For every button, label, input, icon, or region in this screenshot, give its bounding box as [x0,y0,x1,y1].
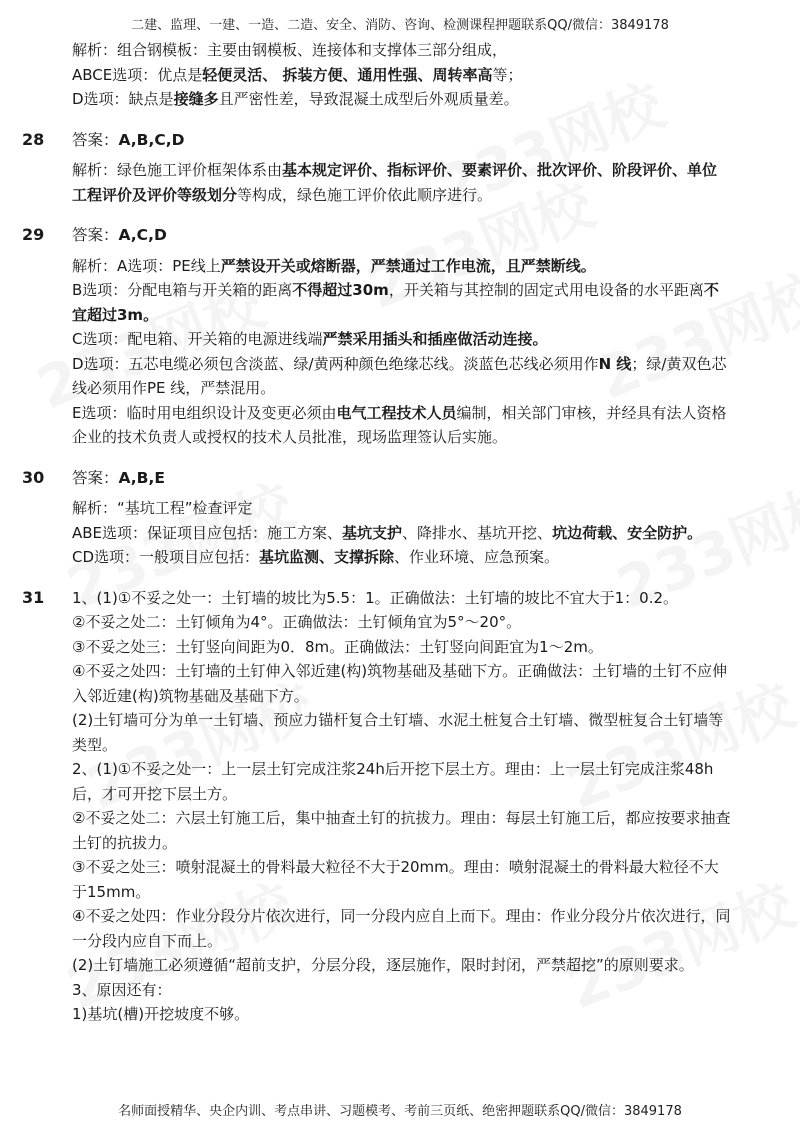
analysis-line: 解析：“基坑工程”检查评定 [72,499,253,517]
option-d-analysis: D选项：五芯电缆必须包含淡蓝、绿/黄两种颜色绝缘芯线。淡蓝色芯线必须用作N 线；绿/黄双色芯线必须用作PE 线，严禁混用。 [72,354,727,397]
option-e-analysis: E选项：临时用电组织设计及变更必须由电气工程技术人员编制，相关部门审核，并经具有法人资格企业的技术负责人或授权的技术人员批准，现场监理签认后实施。 [72,403,727,446]
analysis-line: 解析：绿色施工评价框架体系由基本规定评价、指标评价、要素评价、批次评价、阶段评价、单位工程评价及评价等级划分等构成，绿色施工评价依此顺序进行。 [72,161,718,204]
page-footer: 名师面授精华、央企内训、考点串讲、习题模考、考前三页纸、绝密押题联系QQ/微信：3849178 [118,1104,682,1119]
question-number: 29 [22,225,45,244]
answer-line: 答案：A,B,E [72,468,165,487]
answer-line: ②不妥之处二：六层土钉施工后，集中抽查土钉的抗拔力。理由：每层土钉施工后，都应按要求抽查土钉的抗拔力。 [72,809,731,852]
answer-line: ④不妥之处四：土钉墙的土钉伸入邻近建(构)筑物基础及基础下方。正确做法：土钉墙的土钉不应伸入邻近建(构)筑物基础及基础下方。 [72,662,728,705]
question-number: 30 [22,467,45,487]
question-30 [22,466,732,570]
question-31 [22,586,732,1027]
answer-line: 答案：A,C,D [72,226,167,244]
answer-line: 3、原因还有： [72,980,172,999]
option-a-analysis: 解析：A选项：PE线上严禁设开关或熔断器，严禁通过工作电流，且严禁断线。 [72,256,596,275]
option-c-analysis: C选项：配电箱、开关箱的电源进线端严禁采用插头和插座做活动连接。 [72,330,548,348]
analysis-line: ABCE选项：优点是轻便灵活、 拆装方便、通用性强、周转率高等； [72,65,523,84]
analysis-line: ABE选项：保证项目应包括：施工方案、基坑支护、降排水、基坑开挖、坑边荷载、安全防护。 [72,523,703,542]
analysis-line: CD选项：一般项目应包括：基坑监测、支撑拆除、作业环境、应急预案。 [72,548,560,566]
question-number: 31 [22,587,45,607]
answer-line: 1、(1)①不妥之处一：土钉墙的坡比为5.5：1。正确做法：土钉墙的坡比不宜大于1：0.2。 [72,588,679,607]
answer-line: ④不妥之处四：作业分段分片依次进行，同一分段内应自上而下。理由：作业分段分片依次进行，同一分段内应自下而上。 [72,907,731,950]
page-header: 二建、监理、一建、一造、二造、安全、消防、咨询、检测课程押题联系QQ/微信：3849178 [131,18,669,33]
answer-line: 1)基坑(槽)开挖坡度不够。 [72,1005,250,1023]
question-number: 28 [22,129,45,149]
answer-line: ②不妥之处二：土钉倾角为4°。正确做法：土钉倾角宜为5°～20°。 [72,613,522,631]
answer-line: ③不妥之处三：喷射混凝土的骨料最大粒径不大于20mm。理由：喷射混凝土的骨料最大粒径不大于15mm。 [72,858,719,901]
answer-line: ③不妥之处三：土钉竖向间距为0．8m。正确做法：土钉竖向间距宜为1～2m。 [72,637,603,656]
question-28 [22,128,732,208]
question-29 [22,223,732,450]
answer-line: 答案：A,B,C,D [72,130,185,149]
answer-line: (2)土钉墙可分为单一土钉墙、预应力锚杆复合土钉墙、水泥土桩复合土钉墙、微型桩复合土钉墙等类型。 [72,711,724,754]
answer-line: 2、(1)①不妥之处一：上一层土钉完成注浆24h后开挖下层土方。理由：上一层土钉完成注浆48h后，才可开挖下层土方。 [72,760,714,803]
option-b-analysis: B选项：分配电箱与开关箱的距离不得超过30m，开关箱与其控制的固定式用电设备的水平距离不宜超过3m。 [72,281,719,324]
analysis-line: 解析：组合钢模板：主要由钢模板、连接体和支撑体三部分组成， [72,41,508,59]
answer-line: (2)土钉墙施工必须遵循“超前支护，分层分段，逐层施作，限时封闭，严禁超挖”的原则要求。 [72,956,694,974]
analysis-line: D选项：缺点是接缝多且严密性差，导致混凝土成型后外观质量差。 [72,90,519,108]
question-27-analysis [72,38,732,112]
document-body [22,38,732,1043]
